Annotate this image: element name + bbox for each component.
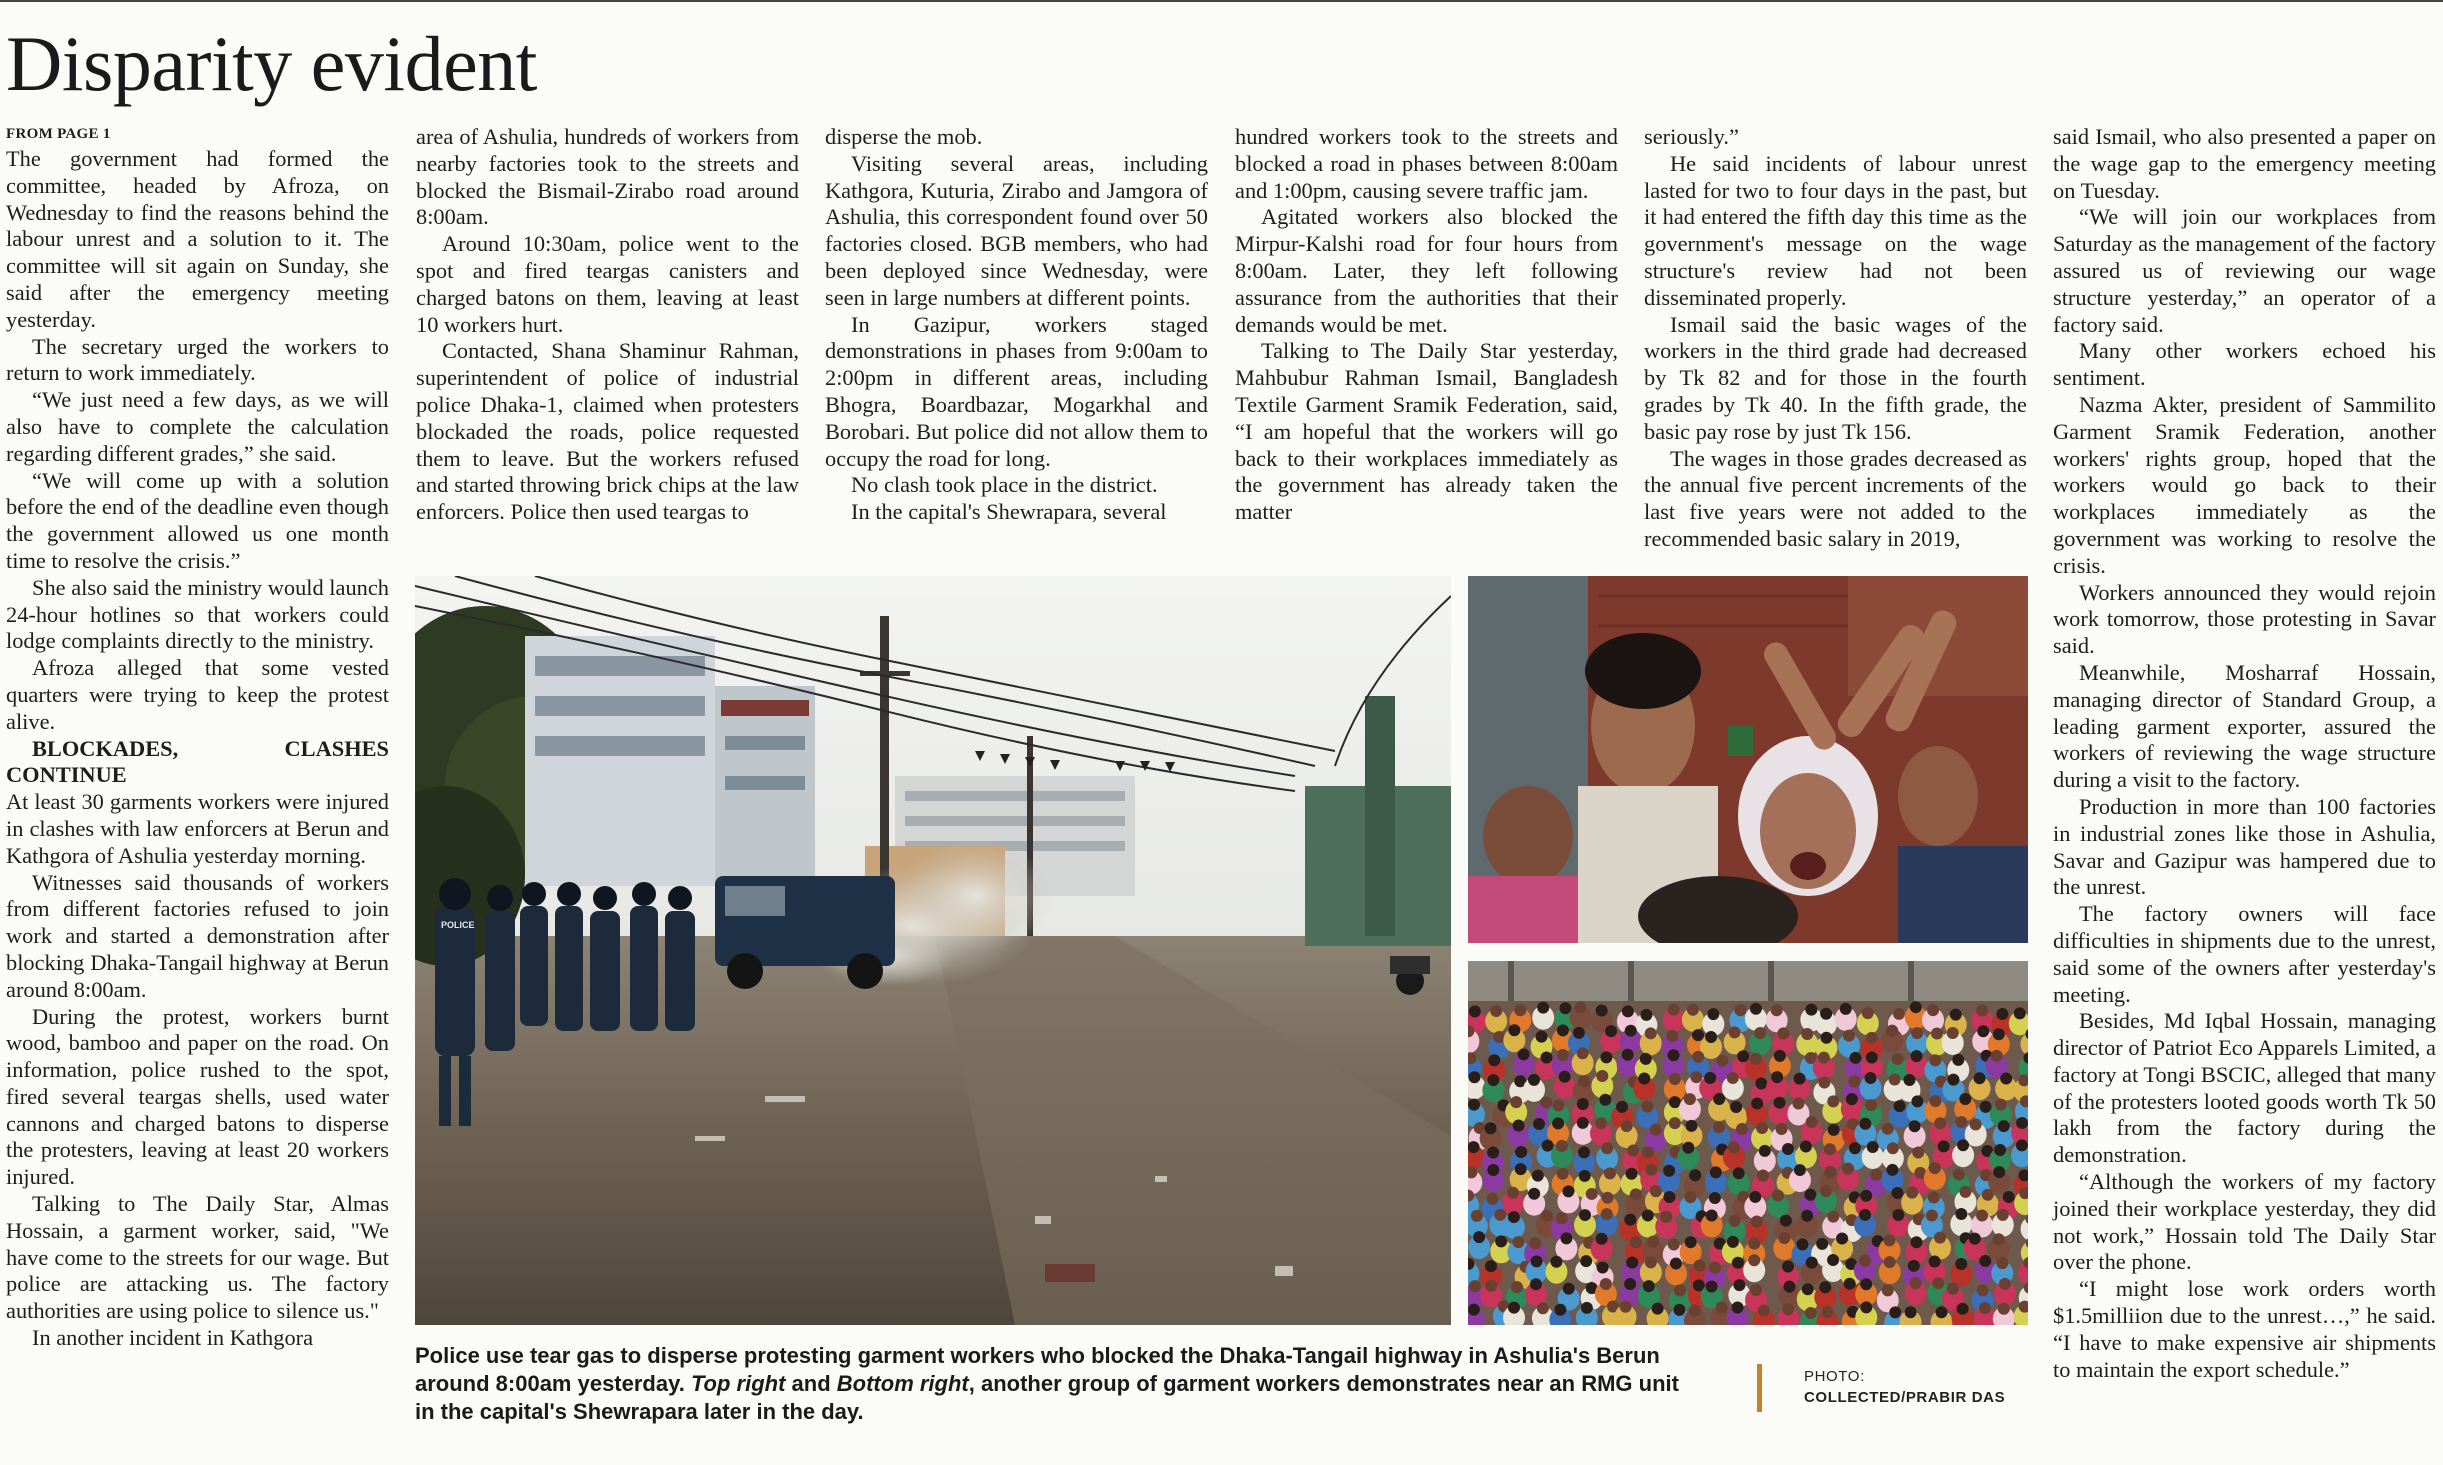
paragraph: disperse the mob.	[825, 124, 983, 149]
paragraph: The government had formed the committee, headed by Afroza, on Wednesday to find the reasons behind the labour unrest and a solution to it. The committee will sit again on Sunday, she said after the emergency meeting yesterday.	[6, 146, 389, 332]
paragraph: said Ismail, who also presented a paper on the wage gap to the emergency meeting on Tuesday.	[2053, 124, 2436, 203]
paragraph: Visiting several areas, including Kathgora, Kuturia, Zirabo and Jamgora of Ashulia, this correspondent found over 50 factories closed. BGB members, who had been deployed since Wednesday, were seen in large numbers at different points.	[825, 150, 1208, 310]
paragraph: “We will join our workplaces from Saturday as the management of the factory assured us of reviewing our wage structure yesterday,” an operator of a factory said.	[2053, 204, 2436, 337]
paragraph: In the capital's Shewrapara, several	[851, 499, 1167, 525]
caption-text: and	[785, 1371, 837, 1396]
paragraph: Afroza alleged that some vested quarters were trying to keep the protest alive.	[6, 655, 389, 734]
paragraph: No clash took place in the district.	[851, 472, 1158, 498]
paragraph: Production in more than 100 factories in industrial zones like those in Ashulia, Savar and Gazipur was hampered due to the unrest.	[2053, 793, 2436, 900]
police-label: POLICE	[441, 920, 475, 930]
paragraph: In Gazipur, workers staged demonstrations in phases from 9:00am to 2:00pm in different areas, including Bhogra, Boardbazar, Mogarkhal and Borobari. But police did not allow them to occupy the road for long.	[825, 311, 1208, 471]
main-photo-teargas-highway	[415, 576, 1451, 1325]
headline: Disparity evident	[6, 20, 537, 107]
paragraph: Workers announced they would rejoin work tomorrow, those protesting in Savar said.	[2053, 579, 2436, 659]
paragraph: Around 10:30am, police went to the spot and fired teargas canisters and charged batons on them, leaving at least 10 workers hurt.	[416, 231, 799, 337]
paragraph: Talking to The Daily Star yesterday, Mahbubur Rahman Ismail, Bangladesh Textile Garment Sramik Federation, said, “I am hopeful that the workers will go back to their workplaces immediately as the government has already taken the matter	[1235, 338, 1618, 525]
photo-caption	[415, 1342, 1685, 1426]
photo-credit	[1804, 1366, 2005, 1408]
paragraph: area of Ashulia, hundreds of workers from nearby factories took to the streets and blocked the Bismail-Zirabo road around 8:00am.	[416, 124, 799, 230]
caption-emphasis: Bottom right	[836, 1371, 969, 1396]
column-6	[2053, 124, 2436, 1383]
paragraph: hundred workers took to the streets and blocked a road in phases between 8:00am and 1:00pm, causing severe traffic jam.	[1235, 124, 1618, 203]
paragraph: He said incidents of labour unrest lasted for two to four days in the past, but it had entered the fifth day this time as the government's message on the wage structure's review had not been disseminated properly.	[1644, 150, 2027, 310]
paragraph: Besides, Md Iqbal Hossain, managing director of Patriot Eco Apparels Limited, a factory at Tongi BSCIC, alleged that many of the protesters looted goods worth Tk 50 lakh from the factory during the demonstration.	[2053, 1008, 2436, 1168]
paragraph: In another incident in Kathgora	[32, 1325, 314, 1351]
kicker: FROM PAGE 1	[6, 126, 111, 142]
credit-accent-bar	[1757, 1364, 1762, 1412]
top-rule	[0, 0, 2443, 2]
caption-text: Police use tear gas to disperse protesting garment workers who blocked the Dhaka-Tangail highway in Ashulia's Berun around 8:00am yesterday.	[415, 1343, 1660, 1396]
paragraph: Ismail said the basic wages of the workers in the third grade had decreased by Tk 82 and for those in the fourth grades by Tk 40. In the fifth grade, the basic pay rose by just Tk 156.	[1644, 311, 2027, 444]
column-1	[6, 124, 389, 1352]
top-right-photo-protesters	[1468, 576, 2028, 943]
paragraph: Contacted, Shana Shaminur Rahman, superintendent of police of industrial police Dhaka-1, claimed when protesters blockaded the roads, police requested them to leave. But the workers refused and started throwing brick chips at the law enforcers. Police then used teargas to	[416, 338, 799, 525]
paragraph: “We just need a few days, as we will also have to complete the calculation regarding different grades,” she said.	[6, 387, 389, 466]
paragraph: “I might lose work orders worth $1.5milliion due to the unrest…,” he said. “I have to make expensive air shipments to maintain the export schedule.”	[2053, 1276, 2436, 1382]
paragraph: Agitated workers also blocked the Mirpur-Kalshi road for four hours from 8:00am. Later, they left following assurance from the authorities that their demands would be met.	[1235, 204, 1618, 337]
paragraph: Meanwhile, Mosharraf Hossain, managing director of Standard Group, a leading garment exporter, assured the workers of reviewing the wage structure during a visit to the factory.	[2053, 659, 2436, 793]
paragraph: Nazma Akter, president of Sammilito Garment Sramik Federation, another workers' rights group, hoped that the workers would go back to their workplaces immediately as the government was working to resolve the crisis.	[2053, 391, 2436, 578]
col1-top	[6, 146, 389, 736]
credit-name: COLLECTED/PRABIR DAS	[1804, 1389, 2006, 1406]
paragraph: “We will come up with a solution before the end of the deadline even though the government allowed us one month time to resolve the crisis.”	[6, 467, 389, 573]
bottom-right-photo-crowd	[1468, 961, 2028, 1325]
paragraph: Witnesses said thousands of workers from different factories refused to join work and started a demonstration after blocking Dhaka-Tangail highway at Berun around 8:00am.	[6, 869, 389, 1002]
paragraph: Talking to The Daily Star, Almas Hossain, a garment worker, said, "We have come to the streets for our wage. But police are attacking us. The factory authorities are using police to silence us."	[6, 1191, 389, 1324]
paragraph: “Although the workers of my factory joined their workplace yesterday, they did not work,” Hossain told The Daily Star over the phone.	[2053, 1169, 2436, 1275]
subhead: BLOCKADES, CLASHES CONTINUE	[6, 735, 389, 788]
paragraph: The factory owners will face difficulties in shipments due to the unrest, said some of the owners after yesterday's meeting.	[2053, 901, 2436, 1007]
caption-text: , another group of garment workers demonstrates near an RMG unit in the capital's Shewrapara later in the day.	[415, 1371, 1679, 1424]
credit-label: PHOTO:	[1804, 1368, 1865, 1385]
column-3	[825, 124, 1208, 526]
paragraph: During the protest, workers burnt wood, bamboo and paper on the road. On information, police rushed to the spot, fired several teargas shells, used water cannons and charged batons to disperse the protesters, leaving at least 20 workers injured.	[6, 1003, 389, 1190]
column-2	[416, 124, 799, 526]
paragraph: The secretary urged the workers to return to work immediately.	[6, 333, 389, 386]
paragraph: seriously.”	[1644, 124, 1739, 149]
paragraph: She also said the ministry would launch 24-hour hotlines so that workers could lodge complaints directly to the ministry.	[6, 574, 389, 654]
paragraph: Many other workers echoed his sentiment.	[2053, 338, 2436, 391]
paragraph: At least 30 garments workers were injured in clashes with law enforcers at Berun and Kathgora of Ashulia yesterday morning.	[6, 789, 389, 868]
caption-emphasis: Top right	[690, 1371, 786, 1396]
col1-bottom	[6, 789, 389, 1352]
paragraph: The wages in those grades decreased as the annual five percent increments of the last five years were not added to the recommended basic salary in 2019,	[1644, 445, 2027, 551]
column-5	[1644, 124, 2027, 553]
column-4	[1235, 124, 1618, 526]
